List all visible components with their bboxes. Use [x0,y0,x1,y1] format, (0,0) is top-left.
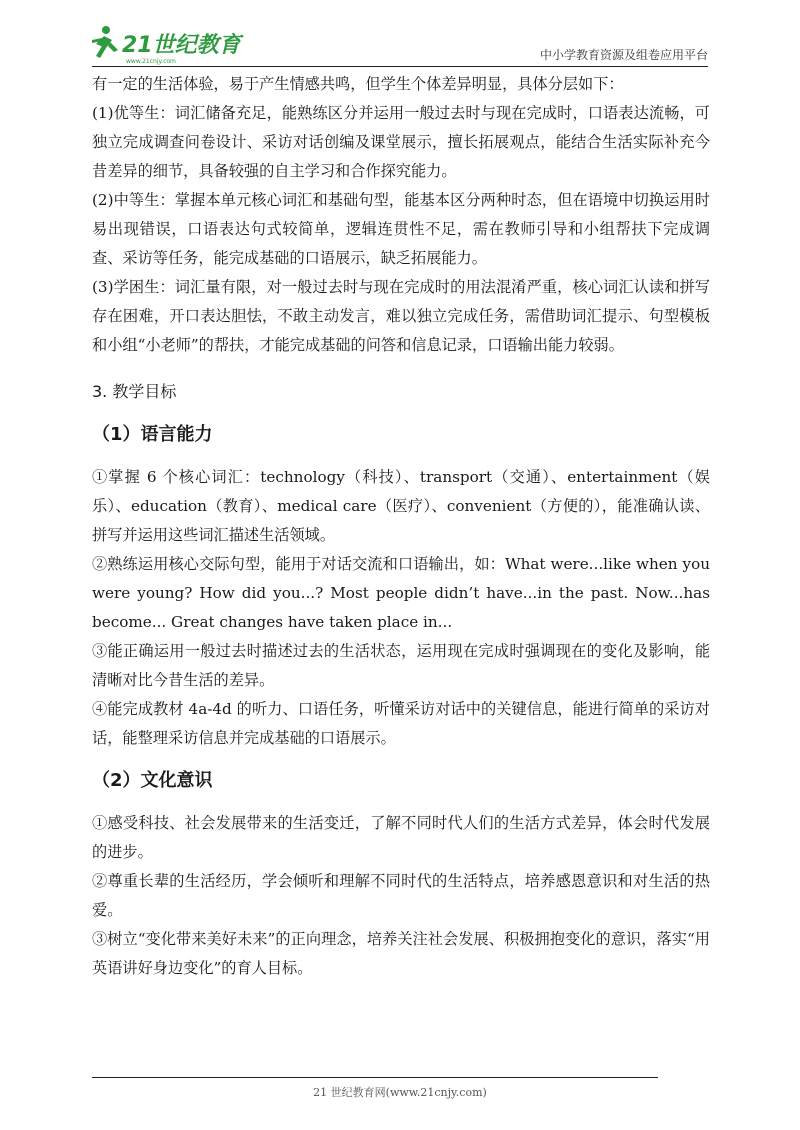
paragraph: (1)优等生：词汇储备充足，能熟练区分并运用一般过去时与现在完成时，口语表达流畅，可独立完成调查问卷设计、采访对话创编及课堂展示，擅长拓展观点，能结合生活实际补充今昔差异的细节，具备较强的自主学习和合作探究能力。 [92,104,710,180]
paragraph: (3)学困生：词汇量有限，对一般过去时与现在完成时的用法混淆严重，核心词汇认读和拼写存在困难，开口表达胆怯，不敢主动发言，难以独立完成任务，需借助词汇提示、句型模板和小组“小老师”的帮扶，才能完成基础的问答和信息记录，口语输出能力较弱。 [92,278,710,354]
svg-text:21世纪教育: 21世纪教育 [122,33,241,58]
paragraph: 有一定的生活体验，易于产生情感共鸣，但学生个体差异明显，具体分层如下： [92,75,624,93]
page-footer: 21 世纪教育网(www.21cnjy.com) [313,1086,487,1099]
header-platform-name: 中小学教育资源及组卷应用平台 [539,48,708,62]
list-item: ③能正确运用一般过去时描述过去的生活状态，运用现在完成时强调现在的变化及影响，能清晰对比今昔生活的差异。 [92,642,710,689]
section-heading: 3. 教学目标 [92,382,177,401]
page-header [92,22,708,66]
logo-21cnjy [92,22,252,66]
header-divider [92,66,708,67]
document-body [92,70,710,983]
subsection-heading: （2）文化意识 [92,770,213,791]
paragraph: (2)中等生：掌握本单元核心词汇和基础句型，能基本区分两种时态，但在语境中切换运用时易出现错误，口语表达句式较简单，逻辑连贯性不足，需在教师引导和小组帮扶下完成调查、采访等任务，能完成基础的口语展示，缺乏拓展能力。 [92,191,710,267]
list-item: ①感受科技、社会发展带来的生活变迁，了解不同时代人们的生活方式差异，体会时代发展的进步。 [92,814,710,861]
list-item: ①掌握 6 个核心词汇：technology（科技）、transport（交通）、entertainment（娱乐）、education（教育）、medical care（医疗）、convenient（方便的），能准确认读、拼写并运用这些词汇描述生活领域。 [92,468,710,544]
svg-text:www.21cnjy.com: www.21cnjy.com [126,58,176,65]
subsection-heading: （1）语言能力 [92,424,213,445]
list-item: ②尊重长辈的生活经历，学会倾听和理解不同时代的生活特点，培养感恩意识和对生活的热爱。 [92,872,710,919]
list-item: ②熟练运用核心交际句型，能用于对话交流和口语输出，如：What were...like when you were young? How did you...? Most people didn’t have...in the past. Now...has become... Great changes have taken place in... [92,555,710,631]
footer-divider [92,1077,658,1078]
list-item: ④能完成教材 4a-4d 的听力、口语任务，听懂采访对话中的关键信息，能进行简单的采访对话，能整理采访信息并完成基础的口语展示。 [92,700,710,747]
list-item: ③树立“变化带来美好未来”的正向理念，培养关注社会发展、积极拥抱变化的意识，落实“用英语讲好身边变化”的育人目标。 [92,930,710,977]
